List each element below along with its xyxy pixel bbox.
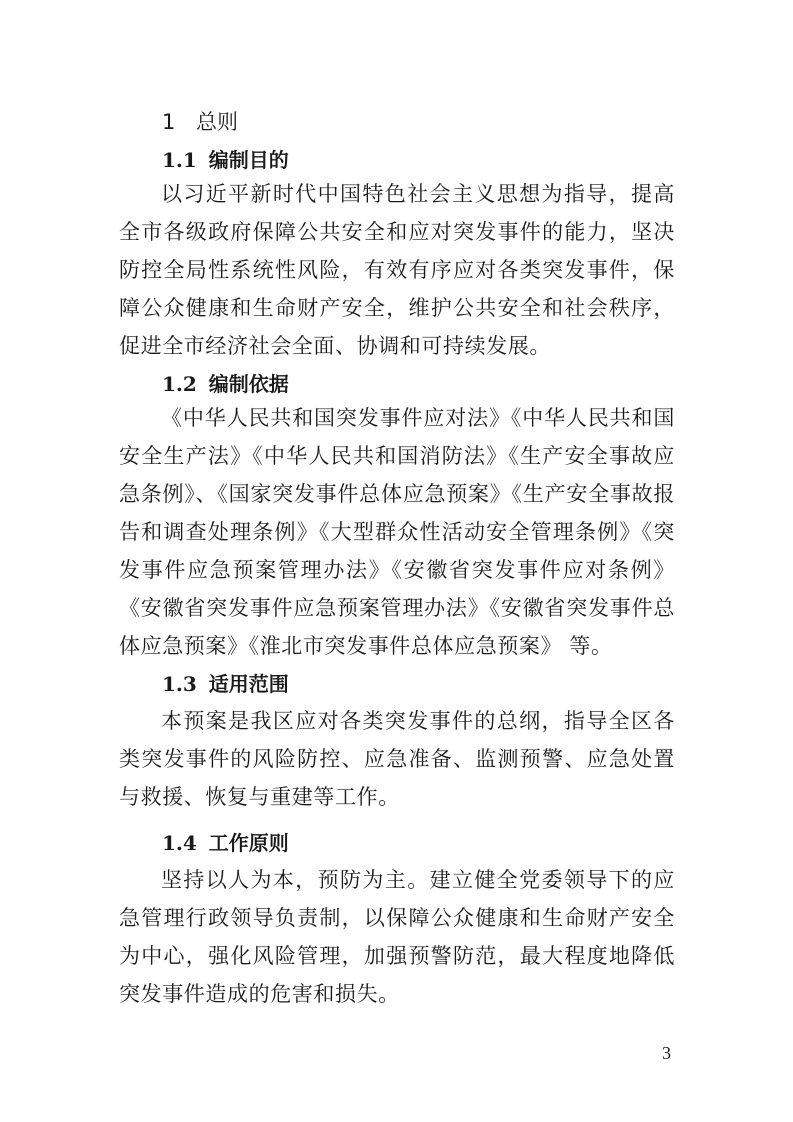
section-heading-1-4: [162, 827, 289, 859]
section-title: 编制依据: [208, 372, 289, 396]
section-title: 编制目的: [208, 148, 289, 172]
section-title: 适用范围: [208, 672, 289, 696]
section-body-1-3: 本预案是我区应对各类突发事件的总纲，指导全区各类突发事件的风险防控、应急准备、监测预警、应急处置与救援、恢复与重建等工作。: [119, 709, 675, 809]
chapter-number: 1: [162, 110, 176, 134]
section-body-1-1: 以习近平新时代中国特色社会主义思想为指导，提高全市各级政府保障公共安全和应对突发事件的能力，坚决防控全局性系统性风险，有效有序应对各类突发事件，保障公众健康和生命财产安全，维护公共安全和社会秩序，促进全市经济社会全面、协调和可持续发展。: [119, 182, 675, 358]
section-title: 工作原则: [208, 831, 289, 855]
section-body-1-2: 《中华人民共和国突发事件应对法》《中华人民共和国安全生产法》《中华人民共和国消防法》《生产安全事故应急条例》、《国家突发事件总体应急预案》《生产安全事故报告和调查处理条例》《大型群众性活动安全管理条例》《突发事件应急预案管理办法》《安徽省突发事件应对条例》《安徽省突发事件应急预案管理办法》《安徽省突发事件总体应急预案》《淮北市突发事件总体应急预案》 等。: [119, 406, 675, 658]
chapter-title: 总则: [196, 110, 238, 134]
page-number: 3: [662, 1043, 671, 1063]
chapter-heading: [162, 106, 238, 138]
section-number: 1.2: [162, 372, 197, 396]
section-heading-1-1: [162, 144, 289, 176]
section-number: 1.1: [162, 148, 197, 172]
section-number: 1.3: [162, 672, 197, 696]
section-heading-1-3: [162, 668, 289, 700]
section-number: 1.4: [162, 831, 197, 855]
section-body-1-4: 坚持以人为本，预防为主。建立健全党委领导下的应急管理行政领导负责制，以保障公众健康和生命财产安全为中心，强化风险管理，加强预警防范，最大程度地降低突发事件造成的危害和损失。: [119, 868, 675, 1006]
section-heading-1-2: [162, 368, 289, 400]
